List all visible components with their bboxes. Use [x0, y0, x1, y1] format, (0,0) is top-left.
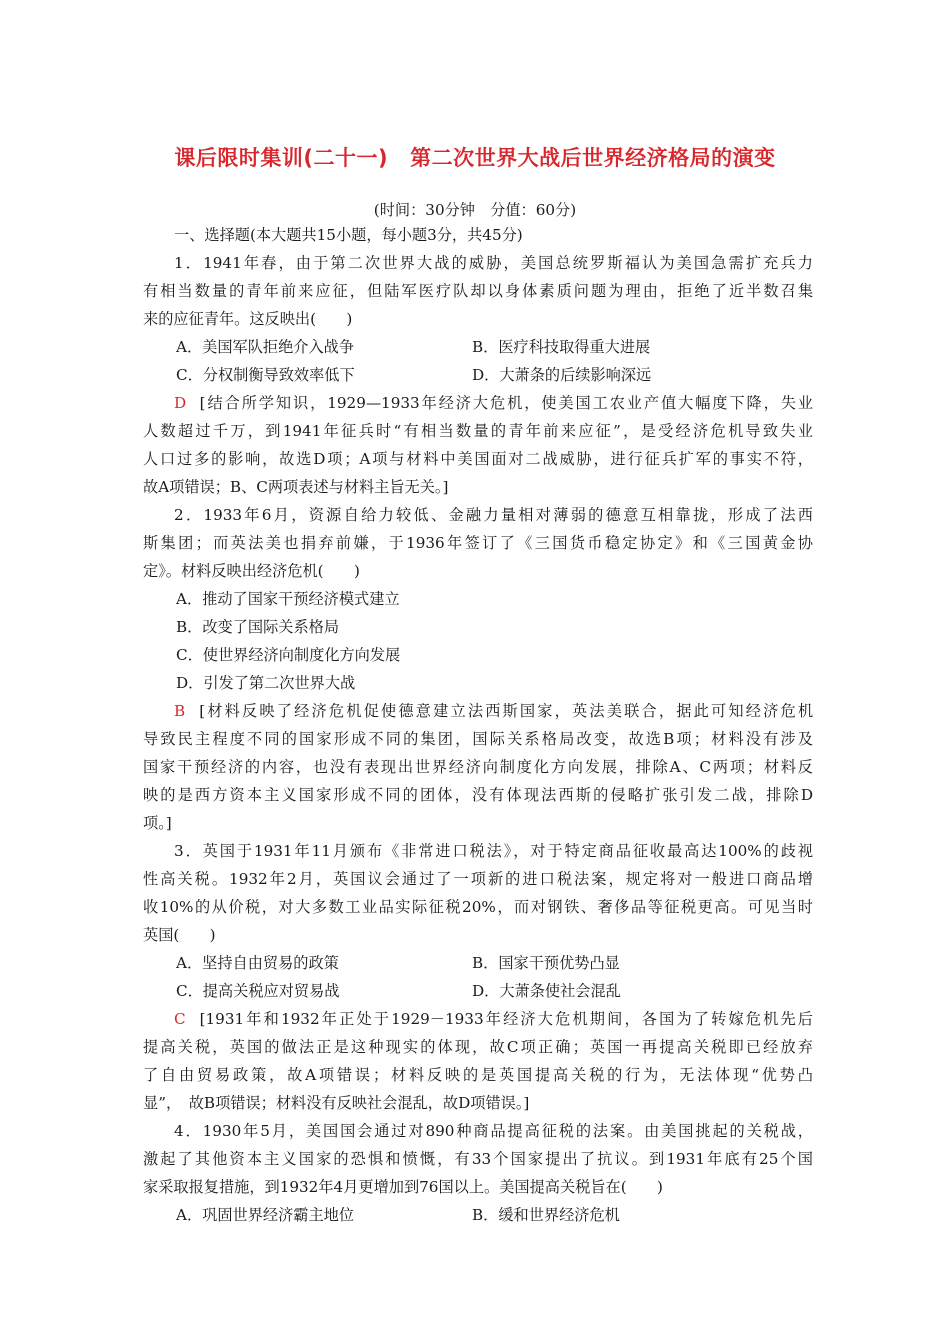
q1-stem-line: 来的应征青年。这反映出( ) [143, 310, 353, 328]
q2-explanation-line: 项。] [143, 814, 172, 832]
exam-meta: (时间：30分钟 分值：60分) [373, 201, 577, 219]
q3-option-c: C．提高关税应对贸易战 [176, 982, 340, 1000]
q3-explanation-line: 了自由贸易政策，故A项错误；材料反映的是英国提高关税的行为，无法体现“优势凸 [143, 1066, 813, 1084]
q2-answer: B [174, 702, 186, 720]
q3-explanation-line: 提高关税，英国的做法正是这种现实的体现，故C项正确；英国一再提高关税即已经放弃 [143, 1038, 813, 1056]
q3-answer: C [174, 1010, 186, 1028]
q1-stem-line: 有相当数量的青年前来应征，但陆军医疗队却以身体素质问题为理由，拒绝了近半数召集 [143, 282, 813, 300]
q1-stem-line: 1．1941年春，由于第二次世界大战的威胁，美国总统罗斯福认为美国急需扩充兵力 [174, 254, 813, 272]
section-heading: 一、选择题(本大题共15小题，每小题3分，共45分) [174, 226, 523, 244]
q1-explanation-line: D [结合所学知识，1929—1933年经济大危机，使美国工农业产值大幅度下降，失业 [174, 394, 813, 412]
page-title [0, 142, 950, 172]
q3-stem-line: 3．英国于1931年11月颁布《非常进口税法》，对于特定商品征收最高达100%的歧视 [174, 842, 813, 860]
q4-option-b: B．缓和世界经济危机 [472, 1206, 620, 1224]
q1-option-b: B．医疗科技取得重大进展 [472, 338, 651, 356]
q3-option-d: D．大萧条使社会混乱 [472, 982, 621, 1000]
q2-option-d: D．引发了第二次世界大战 [176, 674, 356, 692]
q1-answer: D [174, 394, 187, 412]
q3-explanation-line: 显”， 故B项错误；材料没有反映社会混乱，故D项错误。] [143, 1094, 530, 1112]
q2-explanation-line: 导致民主程度不同的国家形成不同的集团，国际关系格局改变，故选B项；材料没有涉及 [143, 730, 813, 748]
q2-option-c: C．使世界经济向制度化方向发展 [176, 646, 401, 664]
q4-stem-line: 家采取报复措施，到1932年4月更增加到76国以上。美国提高关税旨在( ) [143, 1178, 663, 1196]
q2-stem-line: 2．1933年6月，资源自给力较低、金融力量相对薄弱的德意互相靠拢，形成了法西 [174, 506, 813, 524]
q2-explanation-line: B [材料反映了经济危机促使德意建立法西斯国家，英法美联合，据此可知经济危机 [174, 702, 813, 720]
q3-option-a: A．坚持自由贸易的政策 [176, 954, 339, 972]
title-topic: 第二次世界大战后世界经济格局的演变 [410, 146, 776, 170]
q1-option-c: C．分权制衡导致效率低下 [176, 366, 355, 384]
q2-option-b: B．改变了国际关系格局 [176, 618, 340, 636]
q2-explanation-line: 国家干预经济的内容，也没有表现出世界经济向制度化方向发展，排除A、C两项；材料反 [143, 758, 813, 776]
q3-explanation-line: C [1931年和1932年正处于1929－1933年经济大危机期间，各国为了转嫁危机先后 [174, 1010, 813, 1028]
q4-stem-line: 4．1930年5月，美国国会通过对890种商品提高征税的法案。由美国挑起的关税战， [174, 1122, 813, 1140]
q2-option-a: A．推动了国家干预经济模式建立 [176, 590, 400, 608]
q3-stem-line: 性高关税。1932年2月，英国议会通过了一项新的进口税法案，规定将对一般进口商品增 [143, 870, 813, 888]
q1-explanation-line: 故A项错误；B、C两项表述与材料主旨无关。] [143, 478, 449, 496]
q4-stem-line: 激起了其他资本主义国家的恐惧和愤慨，有33个国家提出了抗议。到1931年底有25个国 [143, 1150, 813, 1168]
q3-option-b: B．国家干预优势凸显 [472, 954, 620, 972]
q4-option-a: A．巩固世界经济霸主地位 [176, 1206, 355, 1224]
q1-option-a: A．美国军队拒绝介入战争 [176, 338, 355, 356]
q1-explanation-line: 人口过多的影响，故选D项；A项与材料中美国面对二战威胁，进行征兵扩军的事实不符， [143, 450, 813, 468]
q2-stem-line: 定》。材料反映出经济危机( ) [143, 562, 360, 580]
q2-explanation-line: 映的是西方资本主义国家形成不同的团体，没有体现法西斯的侵略扩张引发二战，排除D [143, 786, 813, 804]
q3-stem-line: 英国( ) [143, 926, 216, 944]
q2-stem-line: 斯集团；而英法美也捐弃前嫌，于1936年签订了《三国货币稳定协定》和《三国黄金协 [143, 534, 813, 552]
title-series: 课后限时集训(二十一) [174, 146, 389, 170]
q1-option-d: D．大萧条的后续影响深远 [472, 366, 652, 384]
q3-stem-line: 收10%的从价税，对大多数工业品实际征税20%，而对钢铁、奢侈品等征税更高。可见当时 [143, 898, 813, 916]
q1-explanation-line: 人数超过千万，到1941年征兵时“有相当数量的青年前来应征”，是受经济危机导致失业 [143, 422, 813, 440]
